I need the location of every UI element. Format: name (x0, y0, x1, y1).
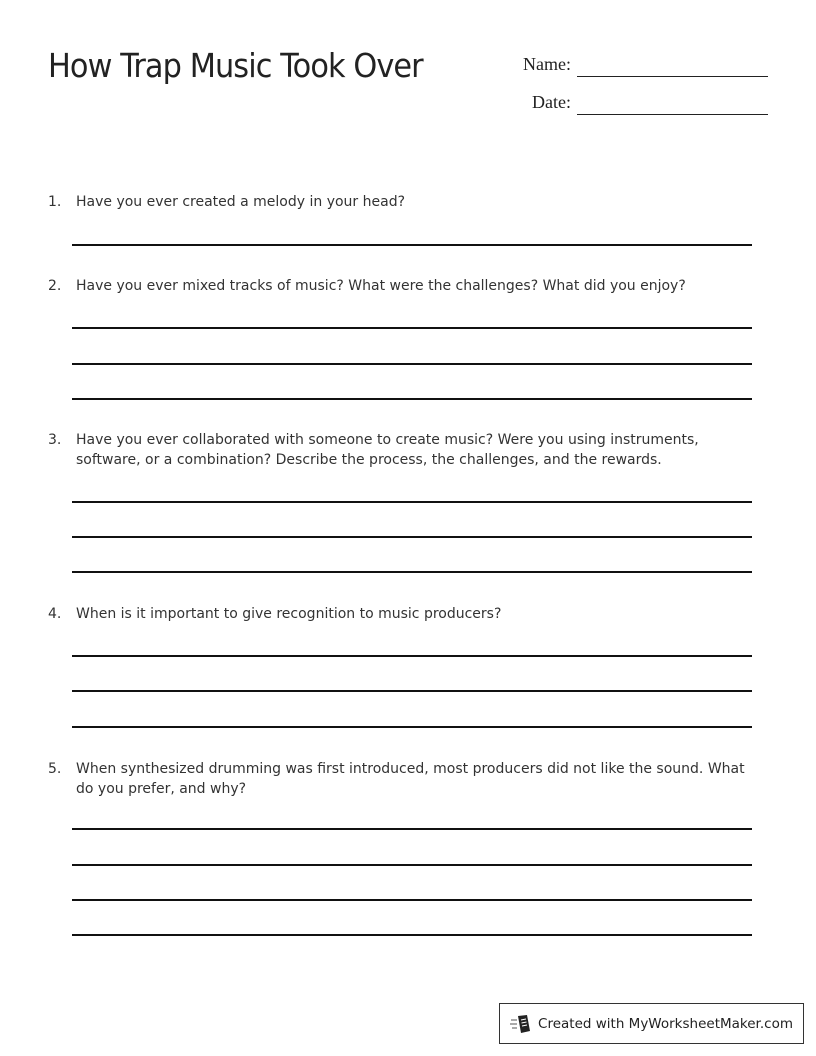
name-label: Name: (523, 54, 571, 74)
answer-line[interactable] (72, 828, 752, 830)
question-text: When synthesized drumming was first introduced, most producers did not like the sound. What do you prefer, and why? (76, 761, 745, 797)
question-number: 4. (48, 606, 62, 622)
answer-line[interactable] (72, 244, 752, 246)
question-number: 5. (48, 761, 62, 777)
answer-line[interactable] (72, 690, 752, 692)
answer-line[interactable] (72, 363, 752, 365)
answer-line[interactable] (72, 398, 752, 400)
date-label: Date: (532, 92, 571, 112)
question-4 (48, 604, 758, 624)
answer-line[interactable] (72, 571, 752, 573)
question-text: Have you ever created a melody in your head? (76, 194, 406, 210)
date-field[interactable] (577, 114, 768, 115)
question-2 (48, 276, 758, 296)
question-number: 1. (48, 194, 62, 210)
question-text: Have you ever mixed tracks of music? What were the challenges? What did you enjoy? (76, 278, 686, 294)
answer-line[interactable] (72, 536, 752, 538)
worksheet-logo-icon (510, 1014, 532, 1034)
question-number: 3. (48, 432, 62, 448)
answer-line[interactable] (72, 726, 752, 728)
credit-badge[interactable] (499, 1003, 804, 1044)
question-3 (48, 430, 758, 470)
name-field[interactable] (577, 76, 768, 77)
question-text: When is it important to give recognition to music producers? (76, 606, 502, 622)
page-title: How Trap Music Took Over (48, 46, 423, 85)
answer-line[interactable] (72, 934, 752, 936)
question-5 (48, 759, 758, 799)
question-1 (48, 192, 758, 212)
answer-line[interactable] (72, 864, 752, 866)
answer-line[interactable] (72, 655, 752, 657)
question-number: 2. (48, 278, 62, 294)
credit-text: Created with MyWorksheetMaker.com (538, 1015, 793, 1032)
answer-line[interactable] (72, 899, 752, 901)
question-text: Have you ever collaborated with someone to create music? Were you using instruments, software, or a combination? Describe the process, the challenges, and the rewards. (76, 432, 699, 468)
answer-line[interactable] (72, 501, 752, 503)
answer-line[interactable] (72, 327, 752, 329)
